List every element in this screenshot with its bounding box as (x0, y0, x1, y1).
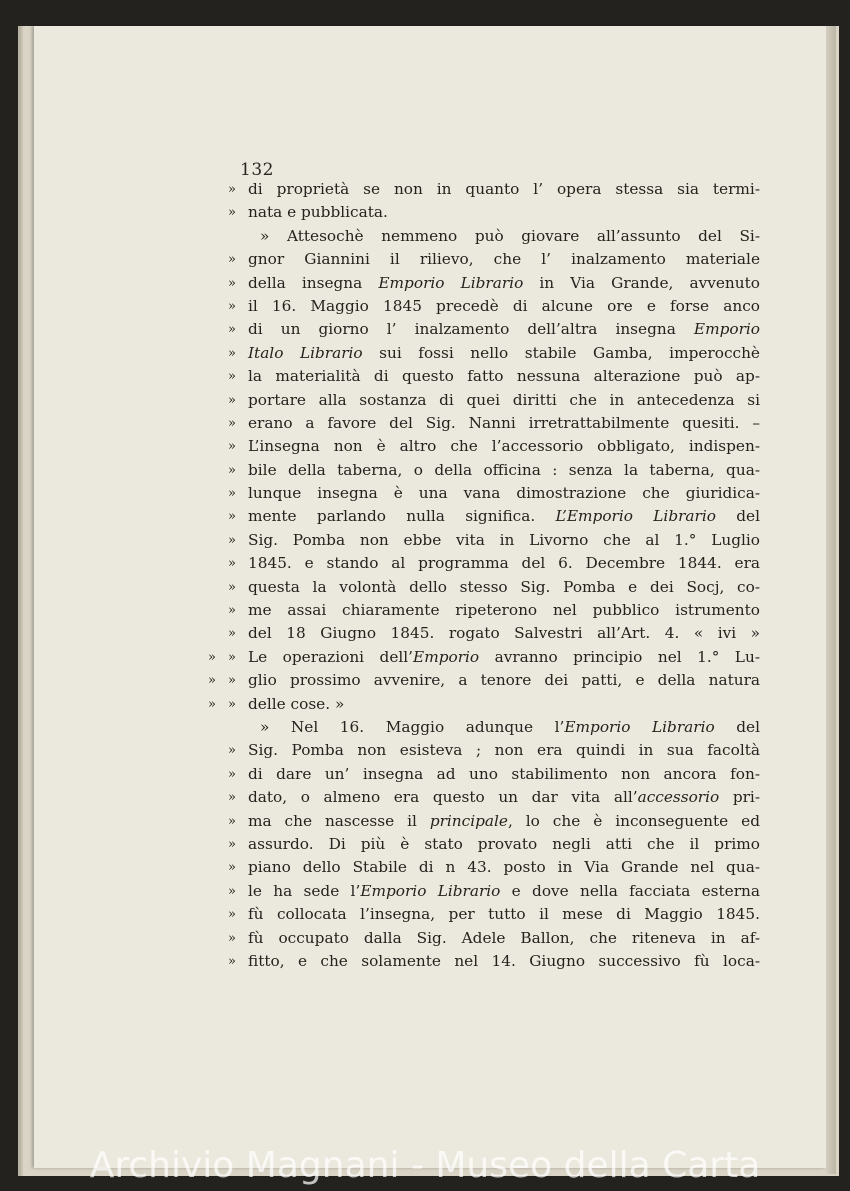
text-run: 1845. e stando al programma del 6. Decembre 1844. era (248, 554, 760, 573)
line-text (248, 178, 760, 201)
italic-text: Emporio Librario (564, 717, 715, 736)
text-line (200, 950, 760, 973)
text-line (200, 739, 760, 762)
italic-text: Emporio (413, 647, 480, 666)
quote-mark: » (228, 345, 236, 361)
text-run: ma che nascesse il (248, 811, 430, 830)
line-text (248, 622, 760, 645)
text-run: Sig. Pomba non ebbe vita in Livorno che al 1.° Luglio (248, 530, 760, 549)
text-line (200, 505, 760, 528)
text-run: piano dello Stabile di n 43. posto in Via Grande nel qua- (248, 858, 760, 877)
text-run: me assai chiaramente ripeterono nel pubblico istrumento (248, 601, 760, 620)
italic-text: Emporio Librario (378, 273, 524, 292)
line-text (248, 669, 760, 692)
text-line (200, 389, 760, 412)
quote-mark: » (228, 509, 236, 525)
quote-mark: » (228, 462, 236, 478)
quote-mark-outer: » (208, 696, 216, 712)
text-line (200, 435, 760, 458)
text-run: la materialità di questo fatto nessuna alterazione può ap- (248, 367, 760, 386)
quote-mark-outer: » (208, 673, 216, 689)
text-line (200, 412, 760, 435)
quote-mark: » (228, 883, 236, 899)
line-text (248, 435, 760, 458)
text-run: pri- (719, 788, 760, 807)
text-run: gnor Giannini il rilievo, che l’ inalzamento materiale (248, 250, 760, 269)
line-text (248, 318, 760, 341)
text-run: lunque insegna è una vana dimostrazione che giuridica- (248, 484, 760, 503)
text-run: » Attesochè nemmeno può giovare all’assunto del Si- (260, 226, 760, 245)
text-line (200, 342, 760, 365)
text-run: fù occupato dalla Sig. Adele Ballon, che riteneva in af- (248, 928, 760, 947)
text-run: fù collocata l’insegna, per tutto il mese di Maggio 1845. (248, 905, 760, 924)
italic-text: Emporio Librario (360, 881, 501, 900)
italic-text: principale (429, 811, 508, 830)
line-text (248, 295, 760, 318)
text-run: fitto, e che solamente nel 14. Giugno successivo fù loca- (248, 951, 760, 970)
quote-mark: » (228, 860, 236, 876)
line-text (248, 272, 760, 295)
text-run: le ha sede l’ (248, 881, 361, 900)
text-run: delle cose. » (248, 694, 345, 713)
text-line (200, 178, 760, 201)
text-run: Sig. Pomba non esisteva ; non era quindi in sua facoltà (248, 741, 760, 760)
text-run: in Via Grande, avvenuto (523, 273, 760, 292)
text-run: L’insegna non è altro che l’accessorio obbligato, indispen- (248, 437, 760, 456)
text-run: erano a favore del Sig. Nanni irretrattabilmente quesiti. – (248, 413, 760, 432)
line-text (248, 693, 760, 716)
text-run: » Nel 16. Maggio adunque l’ (260, 717, 565, 736)
line-text (260, 716, 760, 739)
quote-mark: » (228, 907, 236, 923)
text-line (200, 248, 760, 271)
text-line (200, 622, 760, 645)
text-line (200, 810, 760, 833)
line-text (248, 248, 760, 271)
text-line (200, 903, 760, 926)
quote-mark: » (228, 813, 236, 829)
text-line (200, 693, 760, 716)
text-line (200, 763, 760, 786)
line-text (248, 903, 760, 926)
quote-mark: » (228, 579, 236, 595)
line-text (248, 739, 760, 762)
quote-mark: » (228, 930, 236, 946)
quote-mark: » (228, 766, 236, 782)
text-line (200, 365, 760, 388)
text-line (200, 482, 760, 505)
text-run: glio prossimo avvenire, a tenore dei patti, e della natura (248, 671, 760, 690)
line-text (248, 552, 760, 575)
quote-mark: » (228, 275, 236, 291)
archive-watermark: Archivio Magnani - Museo della Carta (89, 1145, 761, 1186)
italic-text: Emporio (693, 320, 760, 339)
quote-mark: » (228, 603, 236, 619)
line-text (248, 646, 760, 669)
text-run: , lo che è inconseguente ed (507, 811, 761, 830)
line-text (248, 529, 760, 552)
line-text (248, 342, 760, 365)
quote-mark: » (228, 743, 236, 759)
text-run: sui fossi nello stabile Gamba, imperocchè (362, 343, 760, 362)
quote-mark: » (228, 439, 236, 455)
text-run: del (715, 507, 761, 526)
quote-mark-outer: » (208, 649, 216, 665)
quote-mark: » (228, 696, 236, 712)
text-line (200, 459, 760, 482)
line-text (248, 950, 760, 973)
text-line (200, 225, 760, 248)
quote-mark: » (228, 205, 236, 221)
text-run: portare alla sostanza di quei diritti che in antecedenza si (248, 390, 760, 409)
text-run: questa la volontà dello stesso Sig. Pomba e dei Socj, co- (248, 577, 760, 596)
quote-mark: » (228, 836, 236, 852)
quote-mark: » (228, 322, 236, 338)
line-text (248, 599, 760, 622)
quote-mark: » (228, 392, 236, 408)
text-run: bile della taberna, o della officina : senza la taberna, qua- (248, 460, 760, 479)
quote-mark: » (228, 182, 236, 197)
text-line (200, 599, 760, 622)
text-run: nata e pubblicata. (248, 203, 388, 222)
line-text (248, 810, 760, 833)
quote-mark: » (228, 556, 236, 572)
quote-mark: » (228, 369, 236, 385)
line-text (248, 482, 760, 505)
text-run: assurdo. Di più è stato provato negli atti che il primo (248, 834, 760, 853)
line-text (248, 763, 760, 786)
line-text (248, 412, 760, 435)
text-line (200, 529, 760, 552)
text-run: del (714, 717, 760, 736)
text-line (200, 646, 760, 669)
text-run: Le operazioni dell’ (248, 647, 414, 666)
line-text (248, 786, 760, 809)
quote-mark: » (228, 415, 236, 431)
quote-mark: » (228, 649, 236, 665)
text-run: avranno principio nel 1.° Lu- (479, 647, 760, 666)
text-run: del 18 Giugno 1845. rogato Salvestri all’Art. 4. « ivi » (248, 624, 760, 643)
quote-mark: » (228, 532, 236, 548)
quote-mark: » (228, 252, 236, 268)
text-line (200, 880, 760, 903)
line-text (248, 576, 760, 599)
text-run: della insegna (248, 273, 379, 292)
line-text (248, 880, 760, 903)
page-right-edge (826, 26, 836, 1174)
line-text (248, 505, 760, 528)
line-text (248, 459, 760, 482)
text-run: il 16. Maggio 1845 precedè di alcune ore e forse anco (248, 296, 760, 315)
line-text (248, 365, 760, 388)
text-line (200, 856, 760, 879)
text-run: dato, o almeno era questo un dar vita all’ (248, 788, 638, 807)
text-run: mente parlando nulla significa. (248, 507, 556, 526)
italic-text: Italo Librario (248, 343, 363, 362)
quote-mark: » (228, 953, 236, 969)
quote-mark: » (228, 790, 236, 806)
line-text (248, 927, 760, 950)
line-text (248, 201, 760, 224)
text-run: di un giorno l’ inalzamento dell’altra insegna (248, 320, 694, 339)
text-line (200, 833, 760, 856)
quote-mark: » (228, 486, 236, 502)
text-line (200, 201, 760, 224)
text-line (200, 318, 760, 341)
text-line (200, 272, 760, 295)
body-text (200, 178, 760, 973)
text-line (200, 927, 760, 950)
text-line (200, 786, 760, 809)
quote-mark: » (228, 298, 236, 314)
line-text (248, 856, 760, 879)
text-line (200, 716, 760, 739)
line-text (248, 389, 760, 412)
line-text (248, 833, 760, 856)
text-line (200, 552, 760, 575)
page-number: 132 (240, 160, 274, 180)
italic-text: accessorio (637, 788, 720, 807)
text-line (200, 576, 760, 599)
quote-mark: » (228, 673, 236, 689)
text-line (200, 295, 760, 318)
quote-mark: » (228, 626, 236, 642)
text-run: e dove nella facciata esterna (500, 881, 761, 900)
text-run: di dare un’ insegna ad uno stabilimento non ancora fon- (248, 764, 760, 783)
text-line (200, 669, 760, 692)
italic-text: L’Emporio Librario (555, 507, 716, 526)
line-text (260, 225, 760, 248)
text-run: di proprietà se non in quanto l’ opera stessa sia termi- (248, 180, 760, 198)
